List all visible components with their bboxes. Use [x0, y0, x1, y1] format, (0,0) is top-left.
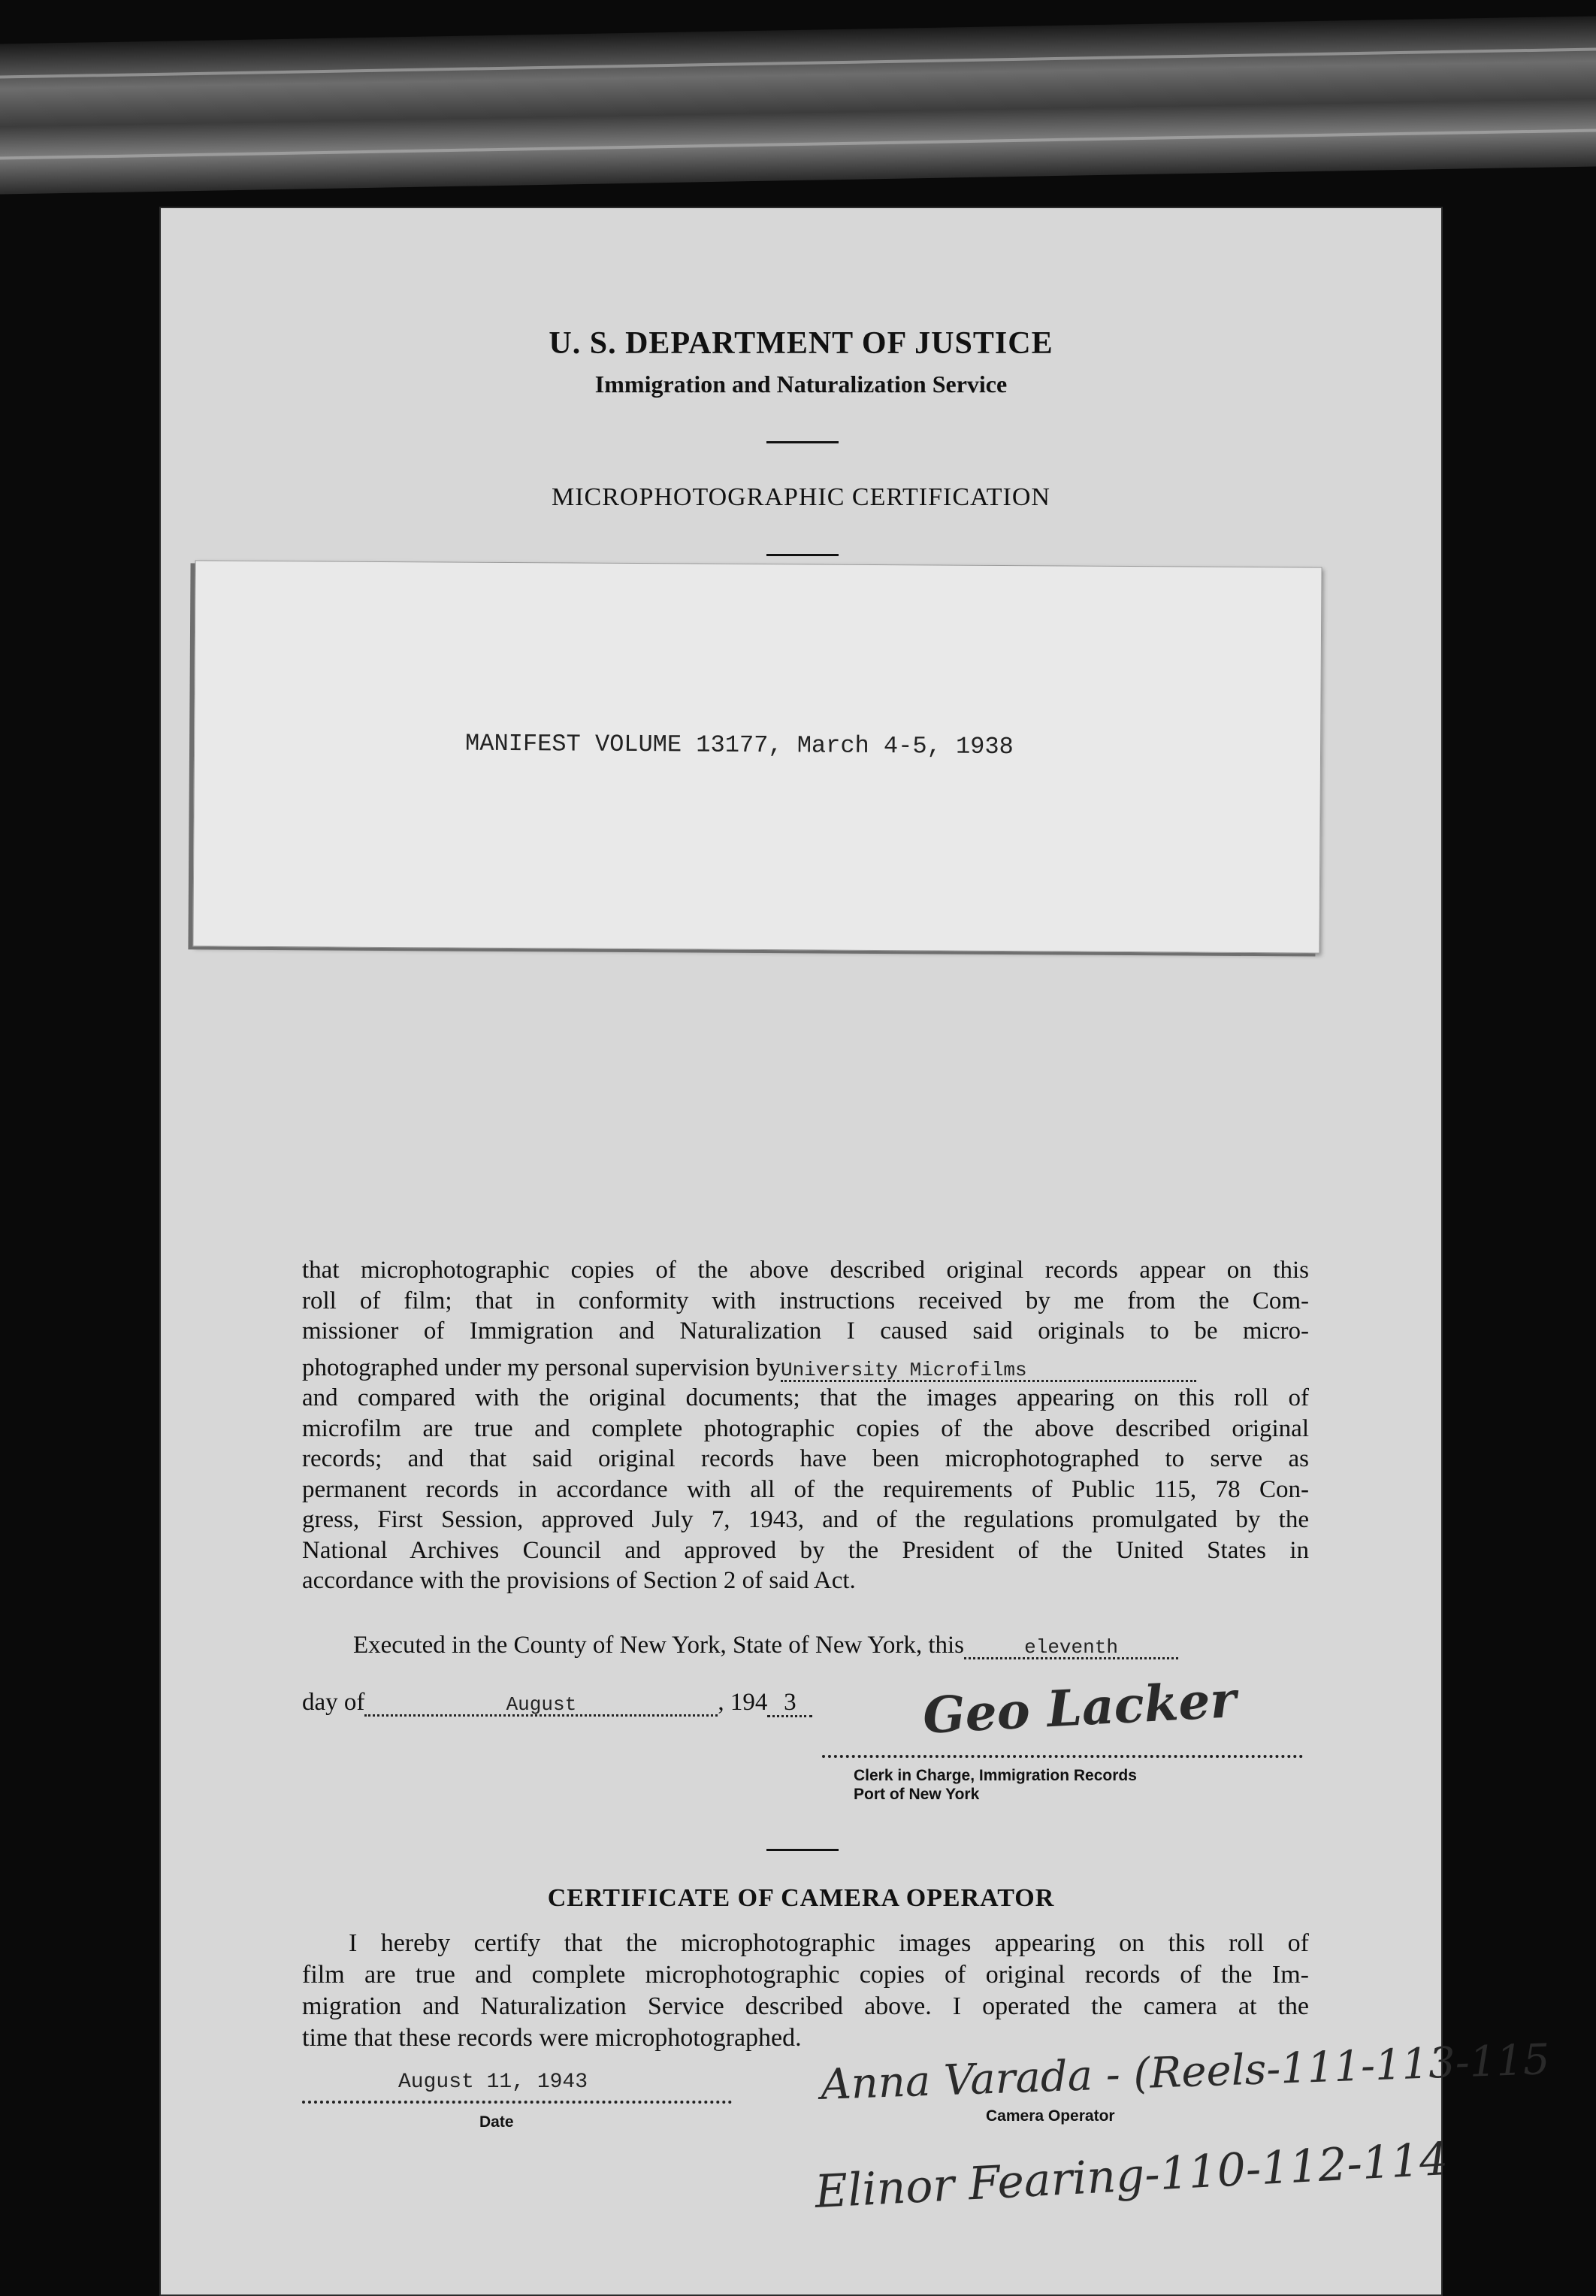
statement-line: National Archives Council and approved by the President of the United States in [302, 1536, 1309, 1564]
service-subheading: Immigration and Naturalization Service [594, 371, 1008, 398]
certificate-page [159, 207, 1551, 2296]
microfilm-strip [0, 16, 1596, 194]
statement-line: that microphotographic copies of the above described original records appear on this [302, 1257, 1309, 1284]
day-of-label: day of [302, 1689, 365, 1716]
camera-date-value: August 11, 1943 [398, 2071, 588, 2094]
clerk-signature: Geo Lacker [921, 1670, 1238, 1745]
date-signature-line [302, 2101, 732, 2104]
executed-prefix: Executed in the County of New York, State of New York, this [353, 1632, 965, 1659]
statement-line: and compared with the original documents; that the images appearing on this roll of [302, 1384, 1309, 1411]
certification-title: MICROPHOTOGRAPHIC CERTIFICATION [551, 483, 1050, 511]
manifest-volume-text: MANIFEST VOLUME 13177, March 4-5, 1938 [464, 729, 1014, 761]
camera-operator-handwriting-2: Elinor Fearing-110-112-114 [813, 2132, 1449, 2219]
date-label: Date [479, 2113, 514, 2131]
month-field: August [364, 1695, 718, 1717]
heading-divider [766, 441, 839, 443]
certification-statement [302, 1255, 1309, 1596]
statement-line: roll of film; that in conformity with instructions received by me from the Com- [302, 1287, 1309, 1314]
camera-operator-handwriting-1: Anna Varada - (Reels-111-113-115 [820, 2035, 1551, 2110]
title-divider [766, 554, 839, 556]
statement-line: permanent records in accordance with all of the requirements of Public 115, 78 Con- [302, 1475, 1309, 1503]
year-digit-field: 3 [767, 1690, 812, 1717]
clerk-title-line2: Port of New York [854, 1786, 980, 1803]
day-field: eleventh [964, 1638, 1178, 1659]
camera-statement-line: migration and Naturalization Service described above. I operated the camera at the [302, 1992, 1309, 2020]
statement-line: records; and that said original records have been microphotographed to serve as [302, 1445, 1309, 1472]
department-heading: U. S. DEPARTMENT OF JUSTICE [549, 326, 1053, 361]
clerk-signature-line [822, 1755, 1303, 1758]
camera-certificate-title: CERTIFICATE OF CAMERA OPERATOR [547, 1884, 1055, 1912]
supervision-prefix: photographed under my personal supervision by [302, 1354, 781, 1381]
year-prefix: , 194 [718, 1689, 768, 1716]
camera-operator-label: Camera Operator [986, 2107, 1115, 2125]
date-executed-line [302, 1689, 812, 1717]
camera-statement-line: time that these records were microphotographed. [302, 2024, 802, 2052]
statement-line: missioner of Immigration and Naturalization I caused said originals to be micro- [302, 1317, 1309, 1345]
executed-line [353, 1632, 1178, 1659]
statement-line: microfilm are true and complete photographic copies of the above described original [302, 1414, 1309, 1442]
statement-line: gress, First Session, approved July 7, 1943, and of the regulations promulgated by the [302, 1506, 1309, 1533]
statement-line: accordance with the provisions of Section 2 of said Act. [302, 1567, 856, 1594]
camera-certificate-statement [302, 1928, 1309, 2054]
clerk-title-line1: Clerk in Charge, Immigration Records [854, 1767, 1137, 1784]
camera-statement-line: I hereby certify that the microphotographic images appearing on this roll of [349, 1929, 1309, 1957]
manifest-slip [192, 560, 1322, 953]
statement-line [302, 1353, 1309, 1384]
supervisor-field: University Microfilms [781, 1360, 1196, 1382]
camera-statement-line: film are true and complete microphotographic copies of original records of the Im- [302, 1961, 1309, 1989]
section-divider [766, 1849, 839, 1851]
